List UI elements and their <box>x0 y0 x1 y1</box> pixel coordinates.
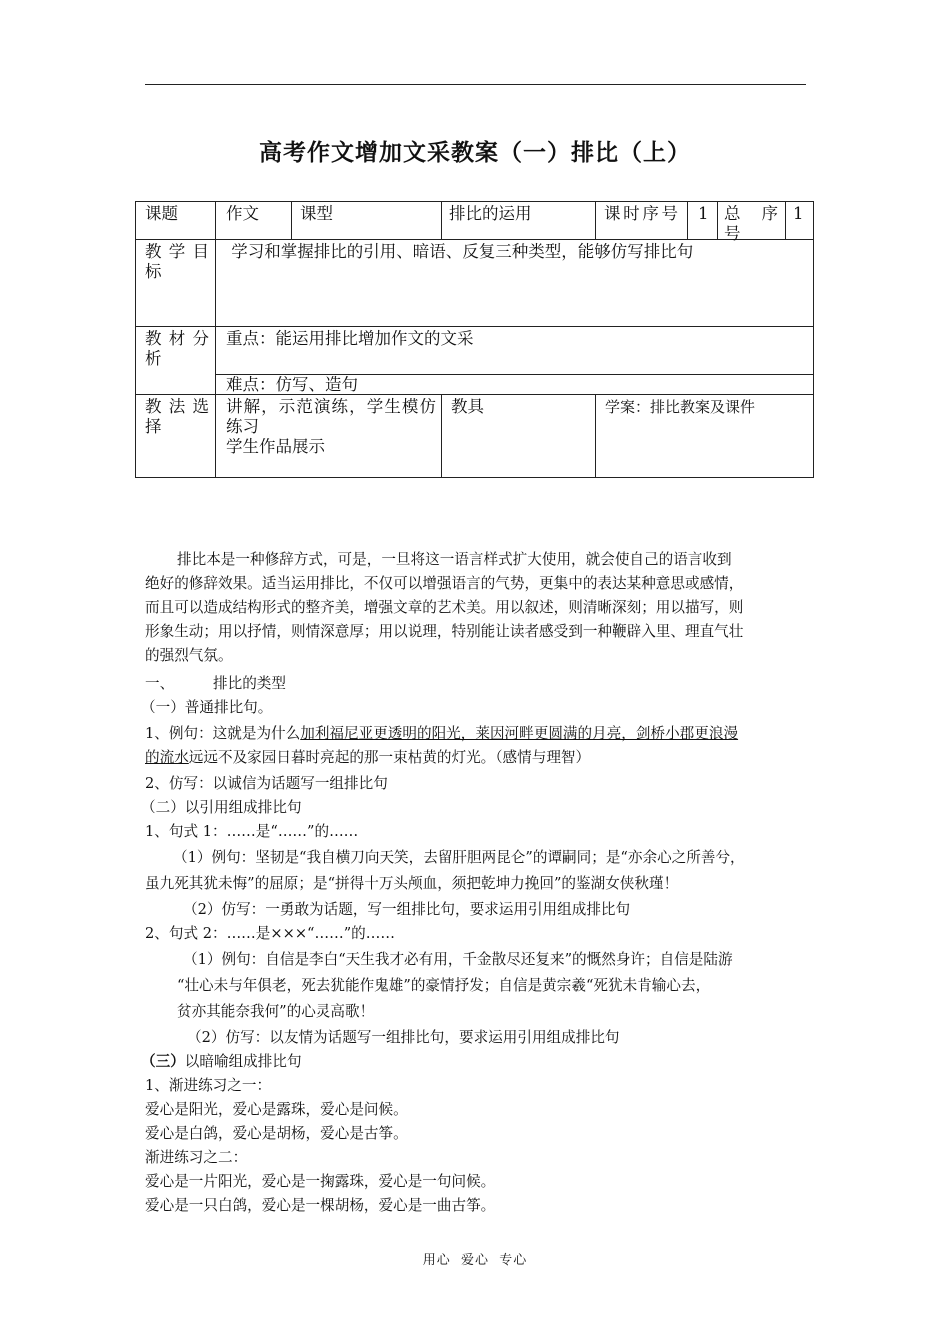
example-line: 虽九死其犹未悔”的屈原；是“拼得十万头颅血，须把乾坤力挽回”的鉴湖女侠秋瑾！ <box>145 875 679 892</box>
cell-goal-content: 学习和掌握排比的引用、暗语、反复三种类型，能够仿写排比句 <box>226 242 694 261</box>
cell-subject-value: 作文 <box>226 204 259 223</box>
table-col-divider <box>215 201 216 478</box>
cell-method-label: 教法选择 <box>145 397 209 436</box>
pattern-heading: 2、句式 2：……是×××“……”的…… <box>145 925 395 942</box>
practice-heading: 1、渐进练习之一： <box>145 1077 272 1094</box>
lesson-info-table <box>135 201 814 478</box>
intro-line: 形象生动；用以抒情，则情深意厚；用以说理，特别能让读者感受到一种鞭辟入里、理直气壮 <box>145 623 744 640</box>
cell-type-label: 课型 <box>300 204 333 223</box>
table-row-divider <box>135 326 814 327</box>
example-underlined: 加利福尼亚更透明的阳光，莱因河畔更圆满的月亮，剑桥小郡更浪漫 <box>300 725 739 742</box>
cell-method-1: 讲解，示范演练，学生模仿练习 <box>226 397 436 436</box>
cell-subject-label: 课题 <box>145 204 178 223</box>
table-col-divider <box>785 201 786 239</box>
cell-difficulty: 难点：仿写、造句 <box>226 375 358 394</box>
practice-line: 爱心是白鸽，爱心是胡杨，爱心是古筝。 <box>145 1125 408 1142</box>
subsection-heading: （二）以引用组成排比句 <box>141 799 302 816</box>
example-line: 贫亦其能奈我何”的心灵高歌！ <box>177 1003 375 1020</box>
cell-type-value: 排比的运用 <box>449 204 532 223</box>
subsection-text: 以暗喻组成排比句 <box>184 1053 302 1070</box>
table-col-divider <box>595 201 596 239</box>
cell-tools-label: 教具 <box>451 397 484 416</box>
example-suffix: 远远不及家园日暮时亮起的那一束枯黄的灯光。（感情与理智） <box>188 749 591 766</box>
practice-line: 爱心是阳光，爱心是露珠，爱心是问候。 <box>145 1101 408 1118</box>
imitation-task: 2、仿写：以诚信为话题写一组排比句 <box>145 775 388 792</box>
cell-analysis-label: 教材分析 <box>145 329 209 368</box>
cell-total-label: 总 序号 <box>724 204 778 243</box>
subsection-heading <box>141 1050 302 1074</box>
section-number: 一、 <box>145 675 175 692</box>
cell-method-2: 学生作品展示 <box>226 437 325 456</box>
table-col-divider <box>595 394 596 478</box>
table-border-top <box>135 201 814 202</box>
table-col-divider <box>717 201 718 239</box>
intro-line: 的强烈气氛。 <box>145 647 233 664</box>
cell-period-label: 课时序号 <box>604 204 678 223</box>
table-col-divider <box>291 201 292 239</box>
example-line: （1）例句：坚韧是“我自横刀向天笑，去留肝胆两昆仑”的谭嗣同；是“亦余心之所善兮， <box>173 849 745 866</box>
page-footer: 用心 爱心 专心 <box>422 1253 528 1268</box>
cell-period-value: 1 <box>698 204 709 223</box>
pattern-heading: 1、句式 1：……是“……”的…… <box>145 823 359 840</box>
table-row-divider <box>135 239 814 240</box>
example-line <box>145 722 738 746</box>
example-prefix: 1、例句：这就是为什么 <box>145 725 301 742</box>
table-border-right <box>813 201 814 478</box>
cell-goal-label: 教学目标 <box>145 242 209 281</box>
example-line <box>145 746 590 770</box>
cell-total-value: 1 <box>793 204 804 223</box>
table-col-divider <box>441 394 442 478</box>
practice-heading: 渐进练习之二： <box>145 1149 248 1166</box>
imitation-task: （2）仿写：一勇敢为话题，写一组排比句，要求运用引用组成排比句 <box>183 901 631 918</box>
table-col-divider <box>687 201 688 239</box>
cell-key-point: 重点：能运用排比增加作文的文采 <box>226 329 474 348</box>
section-title: 排比的类型 <box>213 675 286 692</box>
example-underlined: 的流水 <box>145 749 189 766</box>
header-rule <box>145 84 806 85</box>
example-line: （1）例句：自信是李白“天生我才必有用，千金散尽还复来”的慨然身许；自信是陆游 <box>183 951 733 968</box>
imitation-task: （2）仿写：以友情为话题写一组排比句，要求运用引用组成排比句 <box>187 1029 620 1046</box>
cell-plan: 学案：排比教案及课件 <box>605 398 756 416</box>
practice-line: 爱心是一片阳光，爱心是一掬露珠，爱心是一句问候。 <box>145 1173 496 1190</box>
subsection-paren: （三） <box>141 1053 185 1070</box>
page-title: 高考作文增加文采教案（一）排比（上） <box>259 139 691 166</box>
table-col-divider <box>441 201 442 239</box>
intro-line: 绝好的修辞效果。适当运用排比，不仅可以增强语言的气势，更集中的表达某种意思或感情， <box>145 575 744 592</box>
intro-line: 排比本是一种修辞方式，可是，一旦将这一语言样式扩大使用，就会使自己的语言收到 <box>177 551 732 568</box>
practice-line: 爱心是一只白鸽，爱心是一棵胡杨，爱心是一曲古筝。 <box>145 1197 496 1214</box>
table-border-bottom <box>135 477 814 478</box>
subsection-heading: （一）普通排比句。 <box>141 699 273 716</box>
example-line: “壮心未与年俱老，死去犹能作鬼雄”的豪情抒发；自信是黄宗羲“死犹未肯输心去， <box>177 977 711 994</box>
intro-line: 而且可以造成结构形式的整齐美，增强文章的艺术美。用以叙述，则清晰深刻；用以描写，则 <box>145 599 744 616</box>
table-border-left <box>135 201 136 478</box>
